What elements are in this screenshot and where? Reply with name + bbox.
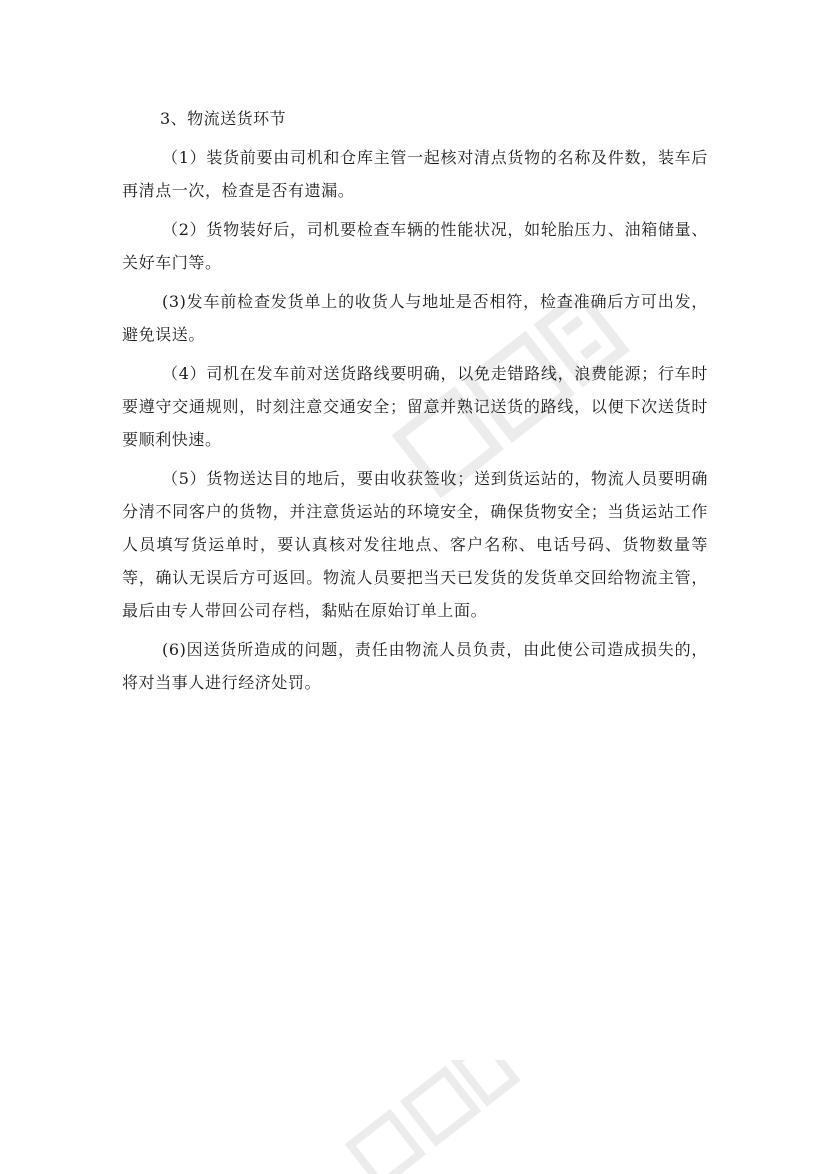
paragraph-6: (6)因送货所造成的问题，责任由物流人员负责，由此使公司造成损失的，将对当事人进行经济处罚。	[122, 640, 708, 692]
paragraph-3: (3)发车前检查发货单上的收货人与地址是否相符，检查准确后方可出发，避免误送。	[122, 292, 708, 344]
paragraph-4: （4）司机在发车前对送货路线要明确，以免走错路线，浪费能源；行车时要遵守交通规则，时刻注意交通安全；留意并熟记送货的路线，以便下次送货时要顺利快速。	[122, 364, 708, 449]
section-heading: 3、物流送货环节	[160, 109, 287, 128]
paragraph-1: （1）装货前要由司机和仓库主管一起核对清点货物的名称及件数，装车后再清点一次，检查是否有遗漏。	[122, 148, 708, 200]
watermark-logo-icon	[330, 1060, 530, 1174]
document-body	[122, 103, 708, 705]
paragraph-2: （2）货物装好后，司机要检查车辆的性能状况，如轮胎压力、油箱储量、关好车门等。	[122, 220, 708, 272]
paragraph-5: （5）货物送达目的地后，要由收获签收；送到货运站的，物流人员要明确分清不同客户的货物，并注意货运站的环境安全，确保货物安全；当货运站工作人员填写货运单时，要认真核对发往地点、客户名称、电话号码、货物数量等等，确认无误后方可返回。物流人员要把当天已发货的发货单交回给物流主管，最后由专人带回公司存档，黏贴在原始订单上面。	[122, 469, 708, 620]
